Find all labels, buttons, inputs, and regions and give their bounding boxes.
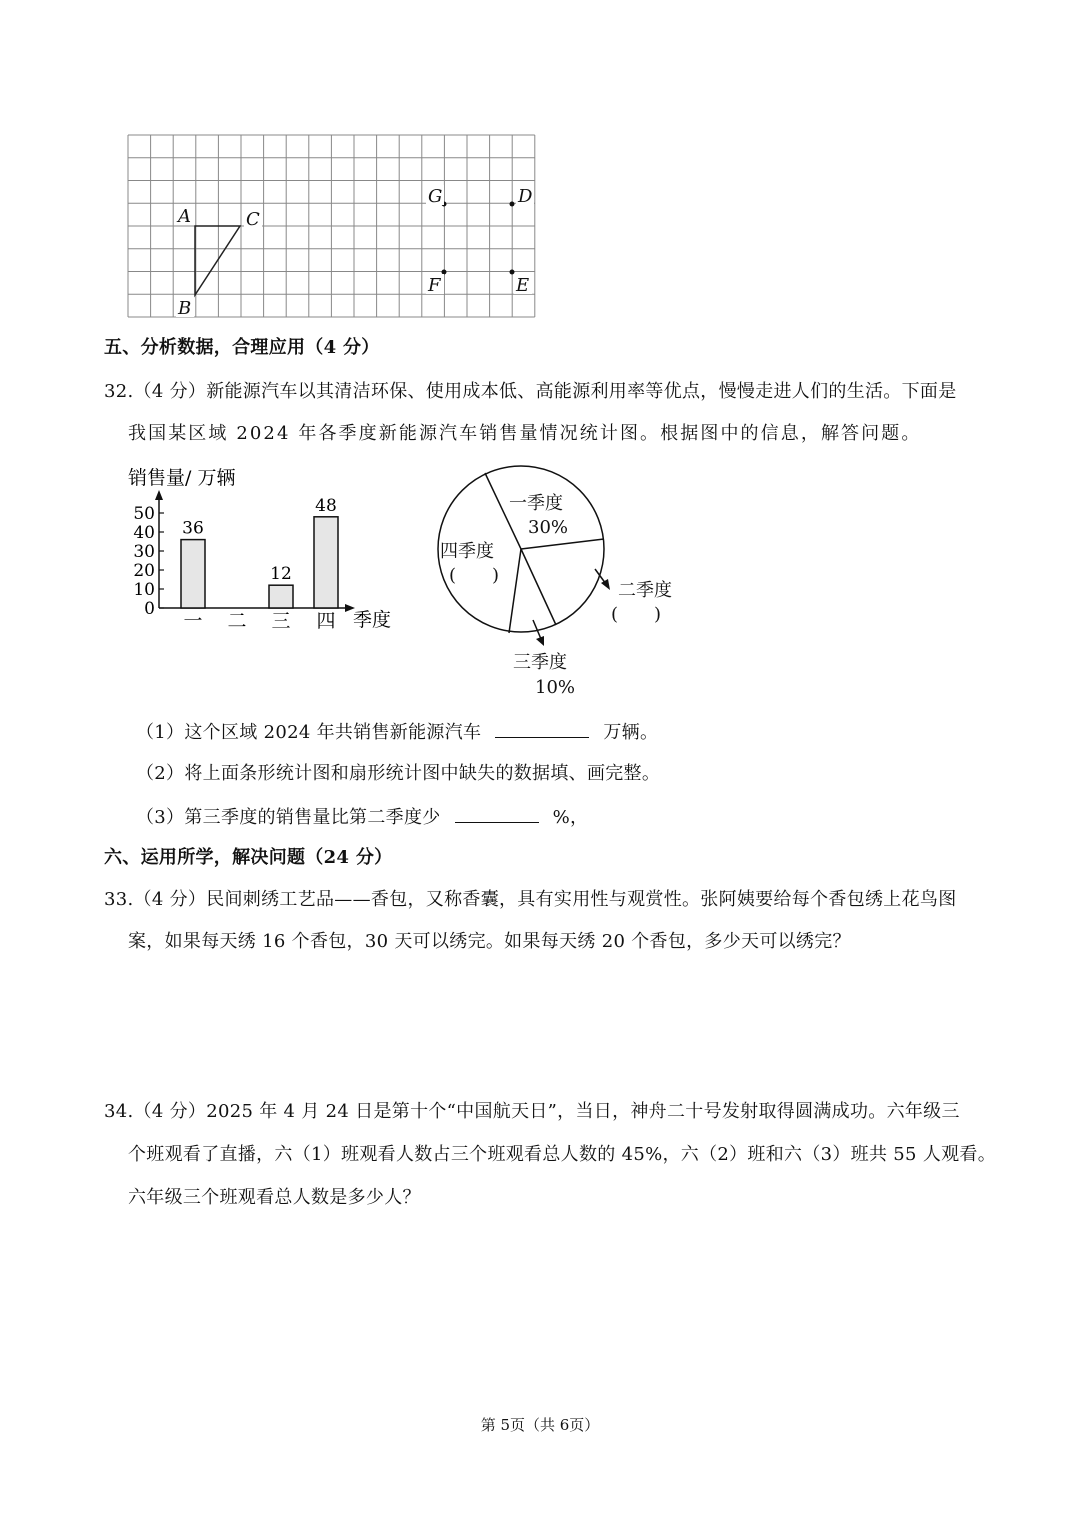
triangle-abc (195, 226, 240, 295)
pie-value-q4: ( ) (449, 565, 500, 586)
grid-figure (120, 125, 550, 330)
page-footer: 第 5页（共 6页） (480, 1416, 600, 1434)
q32-sub1-text: （1）这个区域 2024 年共销售新能源汽车 (136, 722, 482, 743)
point-e (510, 270, 515, 275)
point-f (442, 270, 447, 275)
x-tick-label: 四 (316, 610, 336, 632)
x-tick-label: 三 (271, 610, 291, 632)
bar-ylabel: 销售量/ 万辆 (128, 467, 236, 489)
q32-sub3 (136, 804, 588, 830)
q32-sub2: （2）将上面条形统计图和扇形统计图中缺失的数据填、画完整。 (136, 763, 661, 784)
q33-line1: 33.（4 分）民间刺绣工艺品——香包，又称香囊，具有实用性与观赏性。张阿姨要给每个香包绣上花鸟图 (104, 889, 957, 910)
x-tick-label: 一 (183, 610, 203, 632)
bar-data-label: 48 (315, 495, 337, 516)
label-b: B (178, 298, 192, 319)
q32-sub1-unit: 万辆。 (603, 722, 659, 743)
q34-line3: 六年级三个班观看总人数是多少人？ (128, 1187, 421, 1208)
label-e: E (516, 275, 530, 296)
q32-sub3-unit: %， (552, 807, 589, 828)
label-a: A (178, 206, 191, 227)
label-f: F (428, 275, 441, 296)
bar (314, 517, 338, 608)
pie-label-q3: 三季度 (513, 652, 567, 673)
section6-title: 六、运用所学，解决问题（24 分） (104, 847, 393, 868)
pie-label-q1: 一季度 (509, 493, 563, 514)
y-tick-label: 20 (133, 561, 155, 581)
bar (269, 585, 293, 608)
pie-arrowhead-q2 (601, 579, 610, 590)
pie-label-q2: 二季度 (618, 580, 672, 601)
q33-line2: 案，如果每天绣 16 个香包，30 天可以绣完。如果每天绣 20 个香包，多少天可以绣完？ (128, 931, 851, 952)
pie-value-q3: 10% (535, 677, 576, 698)
bar-chart (120, 460, 420, 635)
q32-sub3-blank[interactable] (455, 804, 539, 823)
label-d: D (518, 186, 533, 207)
label-g: G (428, 186, 443, 207)
pie-label-q4: 四季度 (440, 541, 494, 562)
q32-line1: 32.（4 分）新能源汽车以其清洁环保、使用成本低、高能源利用率等优点，慢慢走进人们的生活。下面是 (104, 381, 957, 402)
y-axis-arrow (155, 490, 163, 500)
bar-data-label: 12 (270, 564, 292, 585)
y-tick-label: 50 (133, 504, 155, 524)
y-tick-label: 10 (133, 580, 155, 600)
section5-title: 五、分析数据，合理应用（4 分） (104, 337, 380, 358)
q32-line2: 我国某区域 2024 年各季度新能源汽车销售量情况统计图。根据图中的信息，解答问题。 (128, 423, 922, 444)
q32-sub3-text: （3）第三季度的销售量比第二季度少 (136, 807, 441, 828)
bar-xlabel: 季度 (353, 609, 392, 631)
q32-sub1-blank[interactable] (495, 719, 589, 738)
pie-value-q1: 30% (528, 517, 569, 538)
y-tick-label: 30 (133, 542, 155, 562)
q34-line1: 34.（4 分）2025 年 4 月 24 日是第十个“中国航天日”，当日，神舟二十号发射取得圆满成功。六年级三 (104, 1101, 960, 1122)
label-c: C (246, 209, 260, 230)
y-tick-label: 0 (144, 599, 155, 619)
x-tick-label: 二 (227, 610, 247, 632)
y-tick-label: 40 (133, 523, 155, 543)
q32-sub1 (136, 719, 658, 745)
pie-arrowhead-q3 (536, 636, 544, 646)
point-d (510, 202, 515, 207)
bar-data-label: 36 (182, 518, 204, 539)
pie-value-q2: ( ) (611, 604, 662, 625)
pie-chart (425, 463, 695, 703)
q34-line2: 个班观看了直播，六（1）班观看人数占三个班观看总人数的 45%，六（2）班和六（3）班共 55 人观看。 (128, 1144, 997, 1165)
bar (181, 540, 205, 608)
